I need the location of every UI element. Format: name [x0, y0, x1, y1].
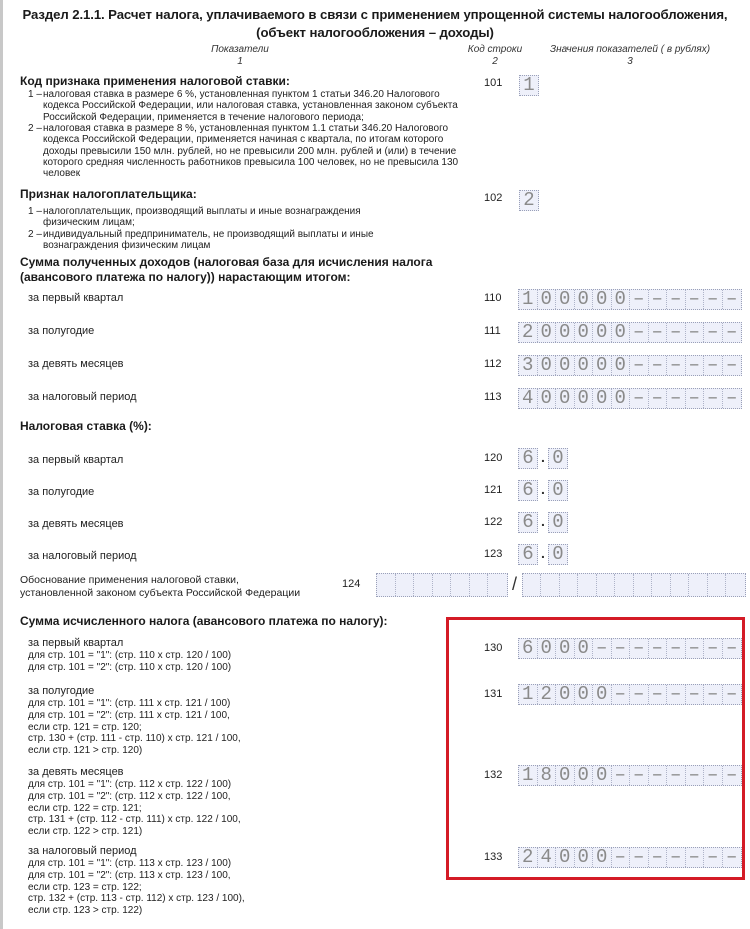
field-cell[interactable]: –	[726, 764, 738, 786]
option-number: 2 –	[28, 229, 42, 240]
field-cell[interactable]: –	[726, 354, 738, 376]
field-cell[interactable]	[433, 574, 452, 596]
field-cell[interactable]: –	[630, 389, 649, 408]
option-line: кодекса Российской Федерации, или налоговая ставка, установленная законом субъекта	[43, 100, 458, 112]
column-header-indicators	[180, 44, 300, 68]
column-header-code	[455, 44, 535, 68]
tax-heading: Сумма исчисленного налога (авансового платежа по налогу):	[20, 614, 388, 628]
field-cell[interactable]: –	[667, 685, 686, 704]
formula-line: для стр. 101 = "2": (стр. 111 x стр. 121 / 100,	[28, 709, 230, 721]
field-cell[interactable]: 0	[575, 356, 594, 375]
option-line: налогоплательщик, производящий выплаты и иные вознаграждения	[43, 206, 361, 217]
field-cell[interactable]: –	[649, 766, 668, 785]
income-field-112[interactable]	[518, 355, 742, 376]
formula-line: если стр. 123 = стр. 122;	[28, 881, 142, 893]
heading-line: (авансового платежа по налогу)) нарастающим итогом:	[20, 270, 351, 284]
field-cell[interactable]: 0	[556, 290, 575, 309]
taxpayer-sign-field[interactable]	[519, 190, 539, 211]
field-cell[interactable]: 0	[575, 766, 594, 785]
field-cell[interactable]: –	[704, 323, 723, 342]
rate-code-option-1	[28, 89, 468, 123]
field-cell[interactable]: 0	[593, 766, 612, 785]
col1-num: 1	[237, 56, 243, 67]
field-cell[interactable]: 0	[552, 479, 564, 501]
field-cell[interactable]: 1	[523, 74, 535, 96]
field-cell[interactable]	[470, 574, 489, 596]
justification-part-1[interactable]	[376, 573, 508, 597]
decimal-point: .	[541, 513, 545, 529]
formula-line: стр. 132 + (стр. 113 - стр. 112) x стр. 123 / 100),	[28, 893, 245, 905]
tax-row-description	[28, 685, 241, 757]
field-cell[interactable]	[488, 574, 507, 596]
field-cell[interactable]: 0	[612, 290, 631, 309]
income-field-111[interactable]	[518, 322, 742, 343]
field-cell[interactable]: 0	[552, 447, 564, 469]
field-cell[interactable]: 0	[556, 323, 575, 342]
option-line: человек	[43, 168, 81, 180]
line-code: 133	[484, 851, 503, 863]
field-cell[interactable]: 1	[519, 766, 538, 785]
option-line: кодекса Российской Федерации, применяется начиная с квартала, по итогам которого	[43, 134, 444, 146]
field-cell[interactable]: –	[686, 356, 705, 375]
field-cell[interactable]: –	[630, 685, 649, 704]
title-line-1: Раздел 2.1.1. Расчет налога, уплачиваемого в связи с применением упрощенной системы налогообложения,	[22, 7, 728, 22]
tax-field-131[interactable]	[518, 684, 742, 705]
field-cell[interactable]: –	[630, 323, 649, 342]
justification-field-124[interactable]	[376, 573, 746, 597]
field-cell[interactable]: –	[667, 766, 686, 785]
col1-label: Показатели	[211, 44, 269, 55]
field-cell[interactable]: –	[686, 323, 705, 342]
field-cell[interactable]: 2	[519, 848, 538, 867]
tax-field-132[interactable]	[518, 765, 742, 786]
field-cell[interactable]: 0	[538, 389, 557, 408]
field-cell[interactable]: –	[649, 323, 668, 342]
justification-label	[20, 574, 300, 600]
field-cell[interactable]: –	[612, 639, 631, 658]
field-cell[interactable]	[560, 574, 579, 596]
field-cell[interactable]	[708, 574, 727, 596]
field-cell[interactable]: –	[667, 639, 686, 658]
option-line: индивидуальный предприниматель, не производящий выплаты и иные	[43, 229, 374, 240]
field-cell[interactable]: 4	[519, 389, 538, 408]
formula-line: если стр. 122 = стр. 121;	[28, 802, 142, 814]
field-cell[interactable]: –	[612, 766, 631, 785]
title-line-2: (объект налогообложения – доходы)	[256, 25, 494, 40]
decimal-point: .	[541, 481, 545, 497]
formula-line: для стр. 101 = "2": (стр. 110 x стр. 120 / 100)	[28, 661, 232, 673]
column-header-values	[535, 44, 725, 68]
decimal-point: .	[541, 449, 545, 465]
field-cell[interactable]: –	[726, 846, 738, 868]
field-cell[interactable]: –	[630, 290, 649, 309]
field-cell[interactable]: –	[704, 639, 723, 658]
field-cell[interactable]: 0	[612, 389, 631, 408]
rate-heading: Налоговая ставка (%):	[20, 419, 152, 433]
formula-line: для стр. 101 = "1": (стр. 112 x стр. 122 / 100)	[28, 779, 232, 790]
line-code: 112	[484, 358, 502, 370]
rate-field-121[interactable]	[518, 480, 568, 501]
tax-row-label: за налоговый период	[28, 845, 137, 857]
formula-line: если стр. 123 > стр. 122)	[28, 905, 143, 917]
field-cell[interactable]: 0	[538, 356, 557, 375]
rate-code-field[interactable]	[519, 75, 539, 96]
income-row-label: за полугодие	[28, 325, 95, 337]
field-cell[interactable]: –	[704, 766, 723, 785]
tax-row-description	[28, 845, 245, 917]
rate-code-heading: Код признака применения налоговой ставки:	[20, 74, 290, 88]
field-cell[interactable]: 0	[612, 323, 631, 342]
tax-row-label: за девять месяцев	[28, 766, 124, 778]
line-code: 111	[484, 325, 501, 337]
field-cell[interactable]: –	[686, 290, 705, 309]
field-cell[interactable]: –	[649, 639, 668, 658]
rate-row-label: за налоговый период	[28, 550, 137, 562]
line-code: 120	[484, 452, 503, 464]
field-cell[interactable]: –	[704, 356, 723, 375]
field-cell[interactable]: –	[667, 290, 686, 309]
col2-label: Код строки	[467, 44, 523, 55]
line-code: 110	[484, 292, 502, 304]
field-cell[interactable]: –	[667, 389, 686, 408]
field-cell[interactable]: –	[704, 848, 723, 867]
line-code: 121	[484, 484, 503, 496]
field-cell[interactable]: –	[630, 766, 649, 785]
justification-part-2[interactable]	[522, 573, 746, 597]
tax-row-description	[28, 637, 231, 674]
field-cell[interactable]	[523, 574, 542, 596]
field-cell[interactable]: 0	[593, 848, 612, 867]
field-cell[interactable]: –	[667, 848, 686, 867]
field-cell[interactable]: –	[704, 685, 723, 704]
field-cell[interactable]	[726, 574, 745, 596]
tax-row-label: за первый квартал	[28, 637, 124, 649]
field-cell[interactable]: –	[726, 288, 738, 310]
field-cell[interactable]: 0	[538, 639, 557, 658]
option-number: 1 –	[28, 89, 42, 100]
option-line: которого средняя численность работников превысила 100 человек, но не превысила 130	[43, 156, 459, 168]
field-cell[interactable]: –	[630, 356, 649, 375]
field-cell[interactable]: 6	[519, 639, 538, 658]
col3-num: 3	[627, 56, 633, 67]
line-code: 132	[484, 769, 503, 781]
line-code: 122	[484, 516, 503, 528]
field-cell[interactable]: –	[704, 290, 723, 309]
rate-row-label: за полугодие	[28, 486, 95, 498]
income-heading	[20, 255, 432, 285]
rate-row-label: за девять месяцев	[28, 518, 124, 530]
field-cell[interactable]	[671, 574, 690, 596]
col3-label: Значения показателей ( в рублях)	[549, 44, 711, 55]
field-cell[interactable]	[541, 574, 560, 596]
field-cell[interactable]: 6	[522, 447, 534, 469]
separator-slash: /	[511, 574, 517, 594]
option-line: налоговая ставка в размере 8 %, установленная пунктом 1.1 статьи 346.20 Налогового	[43, 123, 449, 134]
rate-code-option-2	[28, 123, 468, 179]
field-cell[interactable]	[689, 574, 708, 596]
field-cell[interactable]: 0	[593, 356, 612, 375]
field-cell[interactable]: –	[630, 848, 649, 867]
field-cell[interactable]: 0	[593, 389, 612, 408]
field-cell[interactable]: 0	[575, 639, 594, 658]
tax-row-label: за полугодие	[28, 685, 95, 697]
option-number: 2 –	[28, 123, 42, 134]
taxpayer-sign-option-2	[28, 229, 448, 252]
field-cell[interactable]	[396, 574, 415, 596]
line-code: 131	[484, 688, 503, 700]
field-cell[interactable]: –	[726, 683, 738, 705]
heading-line: Сумма полученных доходов (налоговая база для исчисления налога	[20, 255, 433, 269]
field-cell[interactable]: 1	[519, 685, 538, 704]
field-cell[interactable]: –	[686, 389, 705, 408]
field-cell[interactable]: 0	[593, 323, 612, 342]
field-cell[interactable]: 0	[556, 766, 575, 785]
field-cell[interactable]: 0	[593, 685, 612, 704]
formula-line: для стр. 101 = "2": (стр. 113 x стр. 123 / 100,	[28, 869, 231, 881]
line-code: 101	[484, 77, 503, 89]
formula-line: если стр. 121 > стр. 120)	[28, 745, 143, 757]
field-cell[interactable]	[578, 574, 597, 596]
field-cell[interactable]: –	[667, 356, 686, 375]
field-cell[interactable]: 2	[523, 189, 535, 211]
field-cell[interactable]	[652, 574, 671, 596]
field-cell[interactable]: 0	[552, 543, 564, 565]
line-code: 130	[484, 642, 503, 654]
field-cell[interactable]: 0	[552, 511, 564, 533]
field-cell[interactable]: 0	[556, 356, 575, 375]
formula-line: если стр. 121 = стр. 120;	[28, 721, 142, 733]
field-cell[interactable]: –	[630, 639, 649, 658]
option-number: 1 –	[28, 206, 42, 217]
field-cell[interactable]: 3	[519, 356, 538, 375]
formula-line: для стр. 101 = "1": (стр. 110 x стр. 120 / 100)	[28, 650, 232, 661]
line-code: 124	[342, 578, 361, 590]
income-row-label: за налоговый период	[28, 391, 137, 403]
field-cell[interactable]: 6	[522, 479, 534, 501]
field-cell[interactable]: –	[686, 685, 705, 704]
income-row-label: за девять месяцев	[28, 358, 124, 370]
formula-line: стр. 131 + (стр. 112 - стр. 111) x стр. 122 / 100,	[28, 814, 241, 826]
option-line: физическим лицам;	[43, 217, 135, 229]
taxpayer-sign-heading: Признак налогоплательщика:	[20, 187, 197, 201]
rate-field-123[interactable]	[518, 544, 568, 565]
field-cell[interactable]: –	[649, 685, 668, 704]
tax-field-130[interactable]	[518, 638, 742, 659]
field-cell[interactable]: 2	[538, 685, 557, 704]
field-cell[interactable]: 6	[522, 511, 534, 533]
option-line: вознаграждения физическим лицам	[43, 240, 211, 252]
field-cell[interactable]: 0	[575, 290, 594, 309]
field-cell[interactable]: –	[612, 685, 631, 704]
field-cell[interactable]: –	[649, 389, 668, 408]
line-code: 123	[484, 548, 503, 560]
field-cell[interactable]: –	[686, 639, 705, 658]
section-title	[0, 6, 750, 42]
field-cell[interactable]	[414, 574, 433, 596]
field-cell[interactable]: 0	[538, 323, 557, 342]
field-cell[interactable]: 0	[556, 639, 575, 658]
field-cell[interactable]: –	[686, 766, 705, 785]
rate-field-122[interactable]	[518, 512, 568, 533]
field-cell[interactable]: 6	[522, 543, 534, 565]
label-line: Обоснование применения налоговой ставки,	[20, 574, 239, 586]
field-cell[interactable]: 2	[519, 323, 538, 342]
tax-field-133[interactable]	[518, 847, 742, 868]
field-cell[interactable]: –	[726, 387, 738, 409]
label-line: установленной законом субъекта Российской Федерации	[20, 587, 301, 599]
option-line: налоговая ставка в размере 6 %, установленная пунктом 1 статьи 346.20 Налогового	[43, 89, 440, 100]
income-field-110[interactable]	[518, 289, 742, 310]
income-field-113[interactable]	[518, 388, 742, 409]
formula-line: для стр. 101 = "2": (стр. 112 x стр. 122 / 100,	[28, 790, 231, 802]
option-line: доходы превысили 150 млн. рублей, но не превысили 200 млн. рублей и (или) в течение	[43, 145, 457, 157]
field-cell[interactable]: 0	[575, 848, 594, 867]
taxpayer-sign-option-1	[28, 206, 448, 229]
field-cell[interactable]: 0	[593, 290, 612, 309]
field-cell[interactable]: 4	[538, 848, 557, 867]
line-code: 102	[484, 192, 503, 204]
field-cell[interactable]: 0	[538, 290, 557, 309]
field-cell[interactable]	[451, 574, 470, 596]
field-cell[interactable]: –	[649, 848, 668, 867]
line-code: 113	[484, 391, 502, 403]
formula-line: для стр. 101 = "1": (стр. 111 x стр. 121 / 100)	[28, 698, 231, 709]
field-cell[interactable]: 0	[556, 389, 575, 408]
decimal-point: .	[541, 545, 545, 561]
field-cell[interactable]: 1	[519, 290, 538, 309]
col2-num: 2	[492, 56, 498, 67]
field-cell[interactable]: –	[649, 356, 668, 375]
field-cell[interactable]	[615, 574, 634, 596]
option-line: Российской Федерации, применяется в течение налогового периода;	[43, 111, 364, 123]
field-cell[interactable]: –	[726, 637, 738, 659]
field-cell[interactable]: 0	[556, 848, 575, 867]
rate-row-label: за первый квартал	[28, 454, 124, 466]
field-cell[interactable]: –	[593, 639, 612, 658]
field-cell[interactable]: –	[686, 848, 705, 867]
tax-row-description	[28, 766, 241, 838]
field-cell[interactable]: 0	[612, 356, 631, 375]
field-cell[interactable]	[377, 574, 396, 596]
formula-line: для стр. 101 = "1": (стр. 113 x стр. 123 / 100)	[28, 858, 232, 869]
formula-line: если стр. 122 > стр. 121)	[28, 826, 143, 838]
field-cell[interactable]: –	[704, 389, 723, 408]
field-cell[interactable]: 8	[538, 766, 557, 785]
field-cell[interactable]: –	[667, 323, 686, 342]
field-cell[interactable]: –	[726, 321, 738, 343]
rate-field-120[interactable]	[518, 448, 568, 469]
field-cell[interactable]	[634, 574, 653, 596]
field-cell[interactable]: 0	[556, 685, 575, 704]
field-cell[interactable]: –	[612, 848, 631, 867]
field-cell[interactable]: –	[649, 290, 668, 309]
field-cell[interactable]: 0	[575, 389, 594, 408]
income-row-label: за первый квартал	[28, 292, 124, 304]
field-cell[interactable]: 0	[575, 323, 594, 342]
page-left-border	[0, 0, 3, 929]
field-cell[interactable]: 0	[575, 685, 594, 704]
formula-line: стр. 130 + (стр. 111 - стр. 110) x стр. 121 / 100,	[28, 733, 241, 745]
field-cell[interactable]	[597, 574, 616, 596]
